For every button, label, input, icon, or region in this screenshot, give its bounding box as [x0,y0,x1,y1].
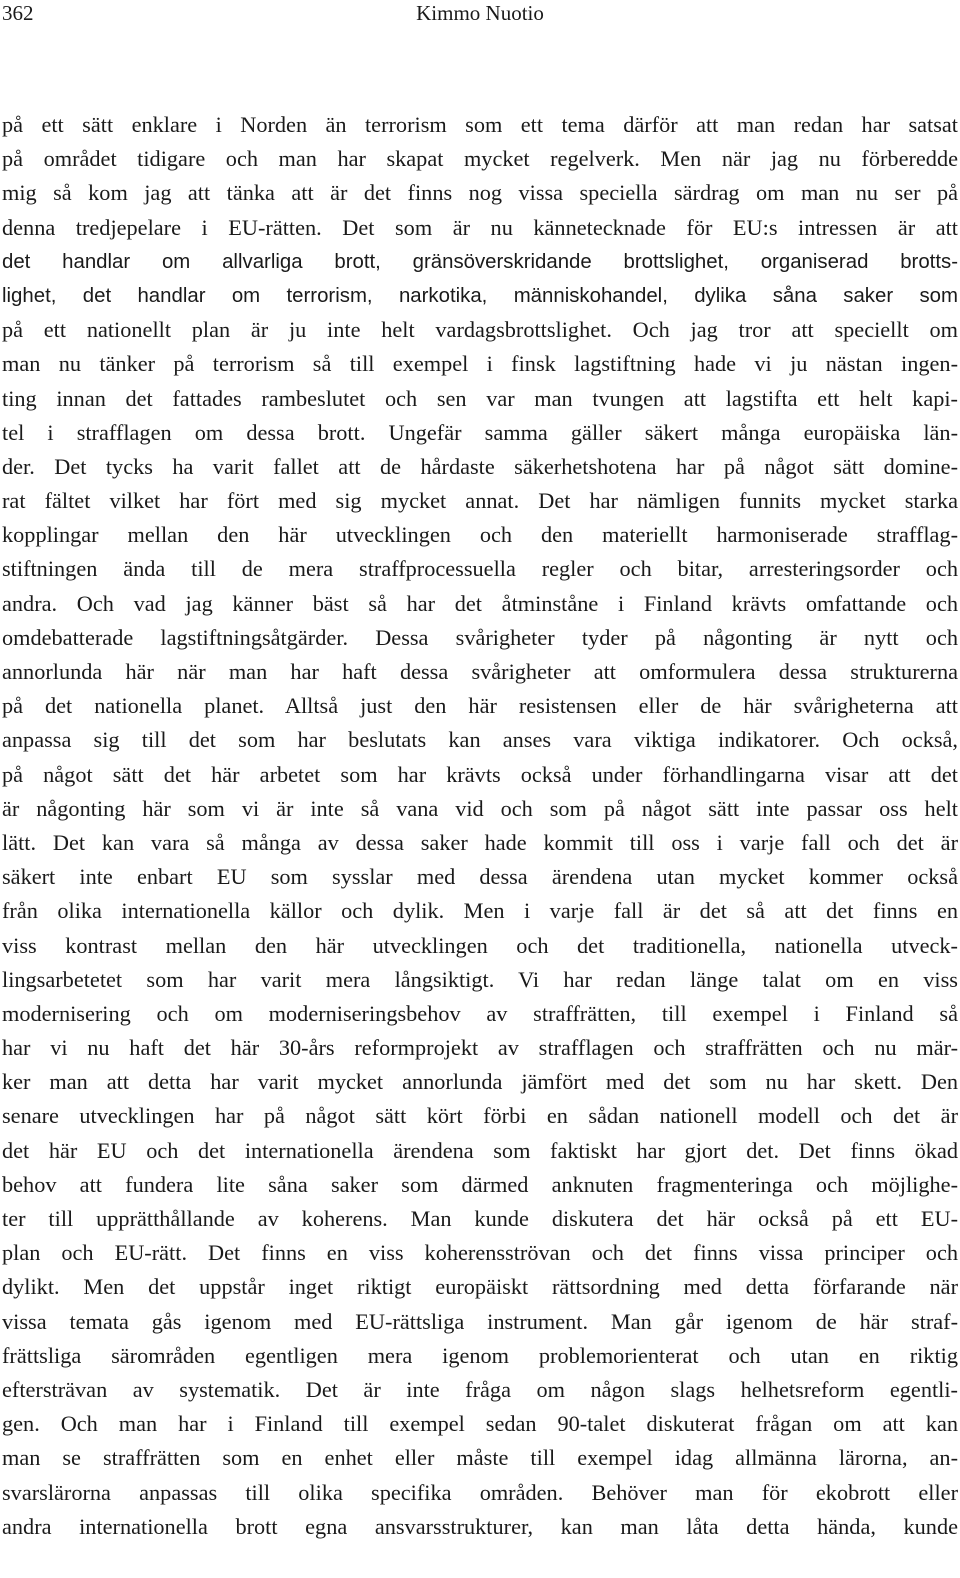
text-line: gen. Och man har i Finland till exempel sedan 90-talet diskuterat frågan om att kan [2,1411,958,1437]
text-line: svarslärorna anpassas till olika specifika områden. Behöver man för ekobrott eller [2,1479,958,1505]
text-line: säkert inte enbart EU som sysslar med dessa ärendena utan mycket kommer också [2,864,958,890]
text-line: annorlunda här när man har haft dessa svårigheter att omformulera dessa strukturerna [2,659,958,684]
page-number: 362 [2,1,34,25]
text-line: på ett sätt enklare i Norden än terrorism som ett tema därför att man redan har satsat [2,112,958,137]
text-line: ter till upprätthållande av koherens. Man kunde diskutera det här också på ett EU- [2,1206,958,1231]
text-line: omdebatterade lagstiftningsåtgärder. Dessa svårigheter tyder på någonting är nytt och [2,624,958,650]
text-line: det handlar om allvarliga brott, gränsöverskridande brottslighet, organiserad brotts- [2,250,958,273]
body-paragraph [2,108,958,1578]
text-line: ker man att detta har varit mycket annorlunda jämfört med det som nu har skett. Den [2,1069,958,1095]
text-line: plan och EU-rätt. Det finns en viss koherensströvan och det finns vissa principer och [2,1240,958,1266]
text-line: lighet, det handlar om terrorism, narkotika, människohandel, dylika såna saker som [2,284,958,307]
text-line: denna tredjepelare i EU-rätten. Det som är nu kännetecknade för EU:s intressen är att [2,214,958,240]
text-line: ting innan det fattades rambeslutet och sen var man tvungen att lagstifta ett helt kapi- [2,385,958,411]
text-line: der. Det tycks ha varit fallet att de hårdaste säkerhetshotena har på något sätt domine- [2,453,958,479]
running-head-author: Kimmo Nuotio [416,1,544,25]
text-line: mig så kom jag att tänka att är det finns nog vissa speciella särdrag om man nu ser på [2,180,958,206]
text-line: har vi nu haft det här 30-års reformprojekt av strafflagen och straffrätten och nu mär- [2,1035,958,1061]
running-header [0,0,960,30]
text-line: på det nationella planet. Alltså just den här resistensen eller de här svårigheterna att [2,693,958,719]
text-line: tel i strafflagen om dessa brott. Ungefär samma gäller säkert många europäiska län- [2,419,958,445]
text-line: andra. Och vad jag känner bäst så har det åtminståne i Finland krävts omfattande och [2,590,958,616]
text-line: på ett nationellt plan är ju inte helt vardagsbrottslighet. Och jag tror att speciellt om [2,317,958,343]
text-line: lätt. Det kan vara så många av dessa saker hade kommit till oss i varje fall och det är [2,829,958,855]
text-line: viss kontrast mellan den här utvecklingen och det traditionella, nationella utveck- [2,932,958,958]
text-line: frättsliga särområden egentligen mera igenom problemorienterat och utan en riktig [2,1342,958,1368]
text-line: kopplingar mellan den här utvecklingen och den materiellt harmoniserade strafflag- [2,522,958,548]
text-line: man nu tänker på terrorism så till exempel i finsk lagstiftning hade vi ju nästan ingen- [2,351,958,377]
text-line: andra internationella brott egna ansvarsstrukturer, kan man låta detta hända, kunde [2,1513,958,1539]
text-line: det här EU och det internationella ärendena som faktiskt har gjort det. Det finns ökad [2,1137,958,1163]
text-line: rat fältet vilket har fört med sig mycket annat. Det har nämligen funnits mycket starka [2,488,958,514]
text-line: modernisering och om moderniseringsbehov av straffrätten, till exempel i Finland så [2,1000,958,1026]
text-line: är någonting här som vi är inte så vana vid och som på något sätt inte passar oss helt [2,795,958,821]
text-line: anpassa sig till det som har beslutats kan anses vara viktiga indikatorer. Och också, [2,727,958,753]
text-line: på något sätt det här arbetet som har krävts också under förhandlingarna visar att det [2,761,958,787]
text-line: på området tidigare och man har skapat mycket regelverk. Men när jag nu förberedde [2,146,958,172]
text-line: stiftningen ända till de mera straffprocessuella regler och bitar, arresteringsorder och [2,556,958,582]
text-line: lingsarbetetet som har varit mera långsiktigt. Vi har redan länge talat om en viss [2,966,958,992]
text-line: behov att fundera lite såna saker som därmed anknuten fragmenteringa och möjlighe- [2,1171,958,1197]
text-line: senare utvecklingen har på något sätt kört förbi en sådan nationell modell och det är [2,1103,958,1129]
text-line: dylikt. Men det uppstår inget riktigt europäiskt rättsordning med detta förfarande när [2,1274,958,1300]
text-line: man se straffrätten som en enhet eller måste till exempel idag allmänna lärorna, an- [2,1445,958,1471]
text-line: från olika internationella källor och dylik. Men i varje fall är det så att det finns en [2,898,958,924]
text-line: vissa temata gås igenom med EU-rättsliga instrument. Man går igenom de här straf- [2,1308,958,1334]
text-line [2,1544,958,1578]
text-line: eftersträvan av systematik. Det är inte fråga om någon slags helhetsreform egentli- [2,1376,958,1402]
